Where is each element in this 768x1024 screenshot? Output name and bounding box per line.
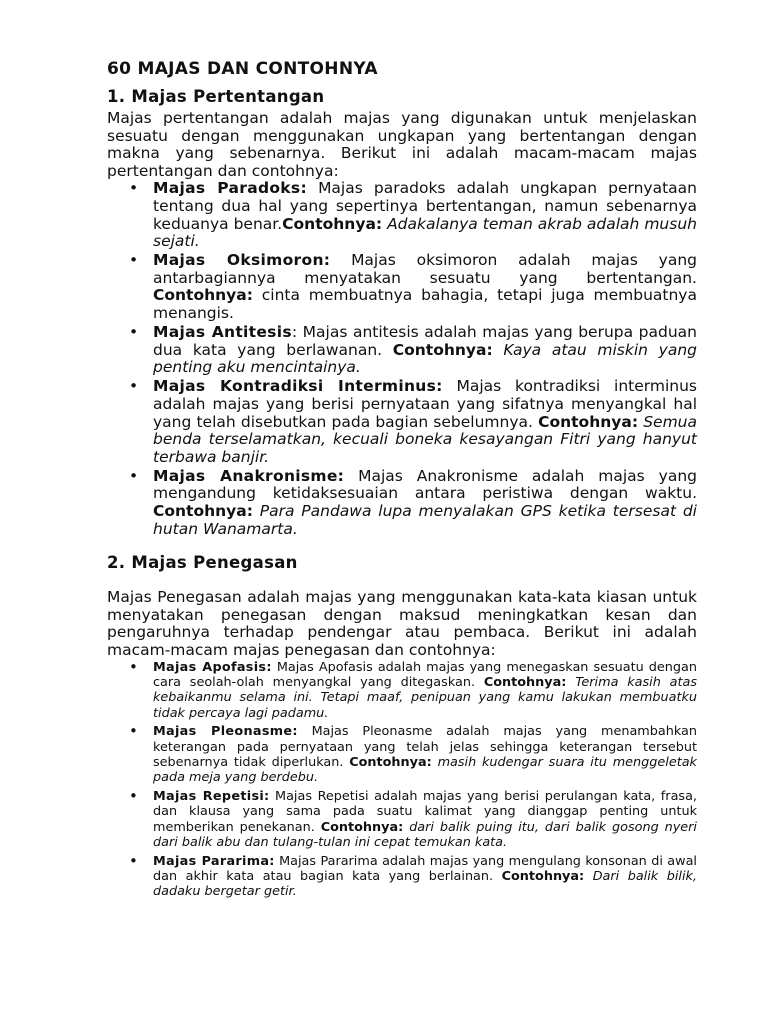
majas-example: Dari balik bilik, dadaku bergetar getir. [153,868,697,900]
majas-definition: Majas Pleonasme adalah majas yang menambahkan keterangan pada pernyataan yang telah jelas sehingga keterangan tersebut sebenarnya tidak diperlukan. [153,724,697,771]
majas-definition: Majas Apofasis adalah majas yang menegaskan sesuatu dengan cara seolah-olah menyangkal yang ditegaskan. [153,659,697,691]
list-item [153,378,697,466]
majas-definition: : Majas antitesis adalah majas yang berupa paduan dua kata yang berlawanan. [153,323,698,359]
section-majas-penegasan [107,552,697,899]
majas-list [107,660,697,900]
list-item [153,789,697,851]
majas-definition: Majas paradoks adalah ungkapan pernyataan tentang dua hal yang sepertinya bertentangan, namun sebenarnya keduanya benar. [153,179,697,233]
majas-definition: Majas kontradiksi interminus adalah majas yang berisi pernyataan yang sifatnya menyangkal hal yang telah disebutkan pada bagian sebelumnya. [153,377,697,431]
majas-example: cinta membuatnya bahagia, tetapi juga membuatnya menangis. [153,286,697,323]
majas-definition: Majas Repetisi adalah majas yang berisi perulangan kata, frasa, dan klausa yang sama pada suatu kalimat yang dianggap penting untuk memberikan penekanan. [153,788,697,835]
example-label: Contohnya: [320,819,404,835]
majas-example: masih kudengar suara itu menggeletak pada meja yang berdebu. [153,755,697,786]
list-item [153,724,697,786]
example-label: Contohnya: [153,286,253,305]
majas-term: Majas Pleonasme: [153,724,298,740]
majas-example: Adakalanya teman akrab adalah musuh sejati. [153,214,697,251]
example-label: Contohnya: [483,675,567,691]
example-label: Contohnya: [282,214,383,233]
section-heading: 2. Majas Penegasan [107,553,298,573]
majas-term: Majas Pararima: [153,853,275,869]
majas-term: Majas Anakronisme: [153,466,345,485]
majas-term: Majas Oksimoron: [153,251,331,270]
majas-example: dari balik puing itu, dari balik gosong nyeri dari balik abu dan tulang-tulan ini cepat temukan kata. [153,819,697,851]
example-label: Contohnya: [538,412,639,431]
majas-term: Majas Kontradiksi Interminus: [153,377,443,396]
list-item [153,660,697,722]
majas-example: Para Pandawa lupa menyalakan GPS ketika tersesat di hutan Wanamarta. [153,502,697,538]
list-item [153,252,697,322]
majas-term: Majas Antitesis [153,323,292,342]
document-title: 60 MAJAS DAN CONTOHNYA [107,59,378,79]
example-label: Contohnya: [501,868,585,884]
majas-definition: Majas Anakronisme adalah majas yang mengandung ketidaksesuaian antara peristiwa dengan waktu. [153,466,697,503]
list-item [153,324,697,377]
majas-term: Majas Apofasis: [153,659,272,675]
majas-definition: Majas oksimoron adalah majas yang antarbagiannya menyatakan sesuatu yang bertentangan. [153,251,697,287]
majas-definition: Majas Pararima adalah majas yang mengulang konsonan di awal dan akhir kata atau bagian kata yang berlainan. [153,853,697,884]
section-heading: 1. Majas Pertentangan [107,87,325,106]
majas-example: Semua benda terselamatkan, kecuali boneka kesayangan Fitri yang hanyut terbawa banjir. [153,412,697,466]
document-content [107,58,697,903]
section-intro: Majas pertentangan adalah majas yang digunakan untuk menjelaskan sesuatu dengan menggunakan ungkapan yang bertentangan dengan makna yang sebenarnya. Berikut ini adalah macam-macam majas pertentangan dan contohnya: [107,109,697,180]
majas-example: Kaya atau miskin yang penting aku mencintainya. [153,340,697,377]
list-item [153,854,697,900]
majas-example: Terima kasih atas kebaikanmu selama ini. Tetapi maaf, penipuan yang kamu lakukan membuatku tidak percaya lagi padamu. [153,675,697,721]
section-intro: Majas Penegasan adalah majas yang menggunakan kata-kata kiasan untuk menyatakan penegasan dengan maksud meningkatkan kesan dan pengaruhnya terhadap pendengar atau pembaca. Berikut ini adalah macam-macam majas penegasan dan contohnya: [107,588,697,660]
example-label: Contohnya: [349,755,432,771]
example-label: Contohnya: [153,502,253,521]
section-majas-pertentangan [107,86,697,538]
list-item [153,468,697,538]
majas-list [107,180,697,538]
majas-term: Majas Paradoks: [153,179,307,198]
list-item [153,180,697,250]
example-label: Contohnya: [392,340,493,359]
majas-term: Majas Repetisi: [153,788,270,804]
